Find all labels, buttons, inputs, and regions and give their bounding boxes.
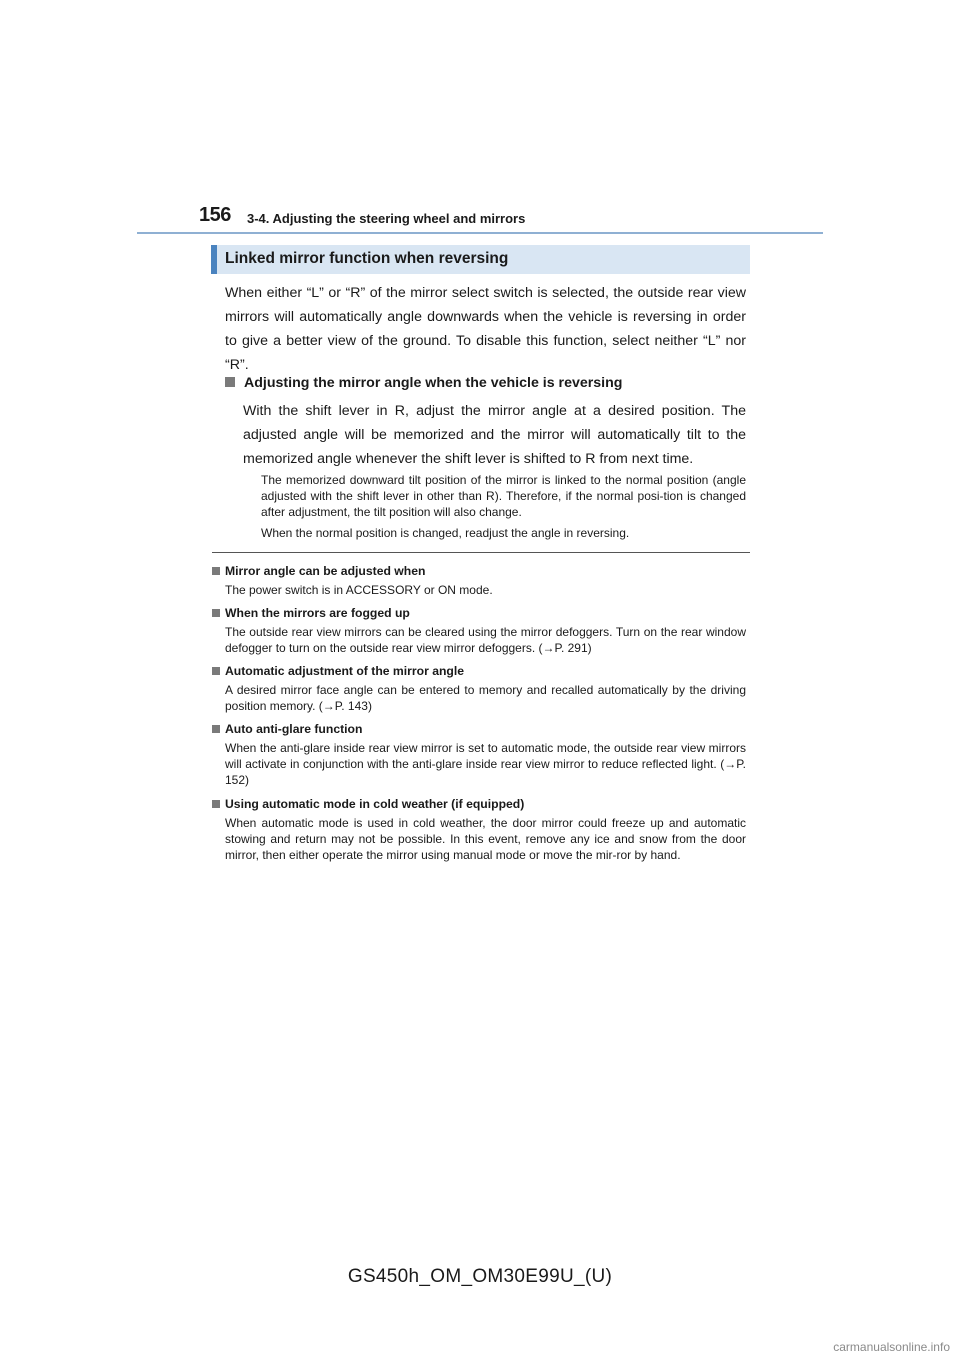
info-item-body: When the anti-glare inside rear view mirror is set to automatic mode, the outside rear view mirrors will activate in conjunction with the anti-glare inside rear view mirror to reduce reflected light. (→P. 152) bbox=[225, 741, 746, 787]
square-bullet-icon bbox=[212, 725, 220, 733]
intro-paragraph: When either “L” or “R” of the mirror select switch is selected, the outside rear view mirrors will automatically angle downwards when the vehicle is reversing in order to give a better view of the ground. To disable this function, select neither “L” nor “R”. bbox=[225, 285, 746, 373]
info-item-title-text: Mirror angle can be adjusted when bbox=[225, 564, 426, 578]
info-item-body: A desired mirror face angle can be entered to memory and recalled automatically by the driving position memory. (→P. 143) bbox=[225, 683, 746, 713]
info-item-title bbox=[212, 605, 746, 622]
info-item bbox=[212, 605, 746, 656]
section-header: 3-4. Adjusting the steering wheel and mirrors bbox=[247, 211, 526, 226]
square-bullet-icon bbox=[212, 567, 220, 575]
page-number: 156 bbox=[199, 204, 231, 226]
info-item-title bbox=[212, 796, 746, 813]
info-item-body: When automatic mode is used in cold weather, the door mirror could freeze up and automatic stowing and return may not be possible. In this event, remove any ice and snow from the door mirror, then either operate the mirror using manual mode or move the mir-ror by hand. bbox=[225, 816, 746, 862]
subsection-note: The memorized downward tilt position of the mirror is linked to the normal position (angle adjusted with the shift lever in other than R). Therefore, if the normal posi-tion is changed after adjustment, the tilt position will also change. bbox=[261, 473, 746, 519]
subsection-note-2: When the normal position is changed, readjust the angle in reversing. bbox=[261, 526, 630, 540]
watermark: carmanualsonline.info bbox=[833, 1340, 950, 1354]
section-heading: Linked mirror function when reversing bbox=[225, 250, 509, 267]
info-item-title-text: Using automatic mode in cold weather (if equipped) bbox=[225, 797, 525, 811]
info-item-title bbox=[212, 663, 746, 680]
square-bullet-icon bbox=[225, 377, 235, 387]
info-item-body: The outside rear view mirrors can be cleared using the mirror defoggers. Turn on the rear window defogger to turn on the outside rear view mirror defoggers. (→P. 291) bbox=[225, 625, 746, 655]
square-bullet-icon bbox=[212, 667, 220, 675]
info-item-title bbox=[212, 563, 746, 580]
header-divider bbox=[137, 232, 823, 234]
square-bullet-icon bbox=[212, 800, 220, 808]
info-item bbox=[212, 563, 746, 598]
document-footer: GS450h_OM_OM30E99U_(U) bbox=[347, 1266, 613, 1287]
subsection-body: With the shift lever in R, adjust the mirror angle at a desired position. The adjusted angle will be memorized and the mirror will automatically tilt to the memorized angle whenever the shift lever is shifted to R from next time. bbox=[243, 403, 746, 467]
info-item bbox=[212, 796, 746, 863]
info-item bbox=[212, 663, 746, 714]
info-item bbox=[212, 721, 746, 788]
info-item-title-text: Auto anti-glare function bbox=[225, 722, 363, 736]
info-item-title bbox=[212, 721, 746, 738]
subsection-heading bbox=[225, 375, 746, 391]
info-item-title-text: When the mirrors are fogged up bbox=[225, 606, 410, 620]
section-heading-box bbox=[211, 245, 750, 274]
square-bullet-icon bbox=[212, 609, 220, 617]
subsection-title: Adjusting the mirror angle when the vehicle is reversing bbox=[244, 375, 623, 391]
info-item-title-text: Automatic adjustment of the mirror angle bbox=[225, 664, 465, 678]
content-divider bbox=[212, 552, 750, 553]
info-item-body: The power switch is in ACCESSORY or ON mode. bbox=[225, 583, 493, 597]
